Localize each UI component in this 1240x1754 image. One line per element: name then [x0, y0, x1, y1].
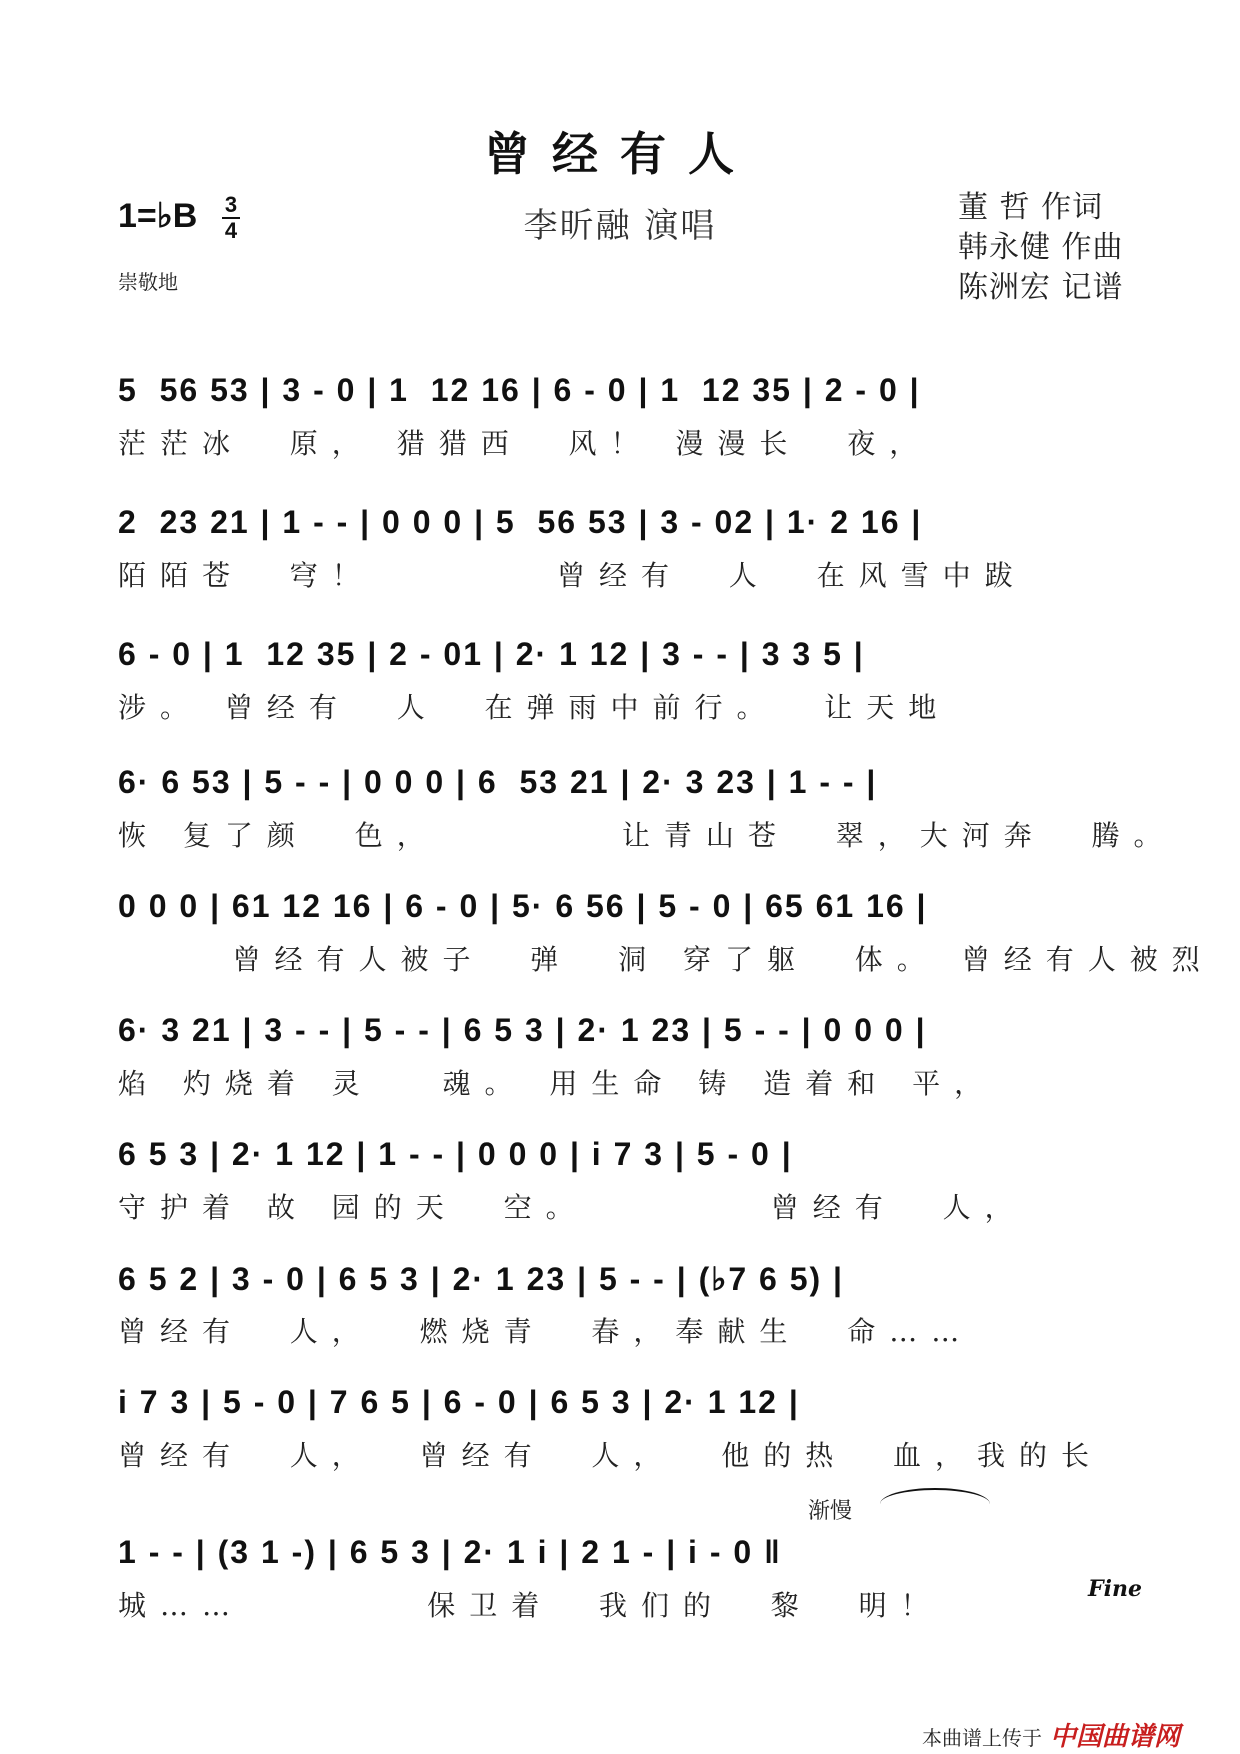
notes-row: 6· 6 53 | 5 - - | 0 0 0 | 6 53 21 | 2· 3 23 | 1 - - | — [118, 764, 878, 800]
ritardando-marking: 渐慢 — [808, 1499, 853, 1524]
lyrics-row: 曾经有 人， 燃烧青 春，奉献生 命…… — [118, 1315, 974, 1348]
lyrics-row: 涉。 曾经有 人 在弹雨中前行。 让天地 — [118, 691, 951, 724]
lyrics-row: 焰 灼烧着 灵 魂。 用生命 铸 造着和 平， — [118, 1067, 997, 1100]
lyrics-row: 守护着 故 园的天 空。 曾经有 人， — [118, 1191, 1027, 1224]
transcriber-credit: 陈洲宏 记谱 — [958, 270, 1124, 305]
notes-row: 6· 3 21 | 3 - - | 5 - - | 6 5 3 | 2· 1 23 | 5 - - | 0 0 0 | — [118, 1012, 927, 1048]
score-line-8 — [118, 1260, 1128, 1350]
notes-row: 6 5 3 | 2· 1 12 | 1 - - | 0 0 0 | i 7 3 | 5 - 0 | — [118, 1136, 793, 1172]
score-line-1 — [118, 372, 1128, 462]
score-line-2 — [118, 504, 1128, 594]
lyricist-credit: 董 哲 作词 — [958, 190, 1104, 225]
notes-row: 1 - - | (3 1 -) | 6 5 3 | 2· 1 i | 2 1 - | i - 0 ‖ — [118, 1534, 782, 1570]
lyrics-row: 恢 复了颜 色， 让青山苍 翠，大河奔 腾。 — [118, 819, 1176, 852]
notes-row: 5 56 53 | 3 - 0 | 1 12 16 | 6 - 0 | 1 12 35 | 2 - 0 | — [118, 372, 921, 408]
meter-top: 3 — [224, 192, 238, 217]
score-line-10 — [118, 1534, 1128, 1624]
score-line-3 — [118, 636, 1128, 726]
key-signature: 1=♭B — [118, 197, 198, 235]
meter-bottom: 4 — [224, 218, 238, 243]
singer-credit: 李昕融 演唱 — [523, 206, 717, 246]
upload-note: 本曲谱上传于 — [922, 1726, 1042, 1750]
score-line-4 — [118, 764, 1176, 854]
lyrics-row: 曾经有 人， 曾经有 人， 他的热 血，我的长 — [118, 1439, 1104, 1472]
score-line-9 — [118, 1384, 1128, 1474]
fine-marking: Fine — [1088, 1576, 1142, 1602]
notes-row: i 7 3 | 5 - 0 | 7 6 5 | 6 - 0 | 6 5 3 | 2· 1 12 | — [118, 1384, 800, 1420]
notes-row: 6 5 2 | 3 - 0 | 6 5 3 | 2· 1 23 | 5 - - | (♭7 6 5) | — [118, 1261, 844, 1297]
page-title: 曾经有人 — [484, 127, 756, 181]
lyrics-row: 茫茫冰 原， 猎猎西 风！ 漫漫长 夜， — [118, 427, 932, 460]
notes-row: 2 23 21 | 1 - - | 0 0 0 | 5 56 53 | 3 - 02 | 1· 2 16 | — [118, 504, 923, 540]
composer-credit: 韩永健 作曲 — [958, 230, 1124, 265]
notes-row: 6 - 0 | 1 12 35 | 2 - 01 | 2· 1 12 | 3 - - | 3 3 5 | — [118, 636, 865, 672]
tempo-marking: 崇敬地 — [118, 270, 178, 294]
lyrics-row: 城…… 保卫着 我们的 黎 明！ — [118, 1589, 943, 1622]
score-line-6 — [118, 1012, 1128, 1102]
score-line-7 — [118, 1136, 1128, 1226]
lyrics-row: 曾经有人被子 弹 洞 穿了躯 体。 曾经有人被烈 — [118, 943, 1214, 976]
site-logo[interactable]: 中国曲谱网 — [1050, 1722, 1181, 1752]
tie-slur — [880, 1488, 990, 1520]
score-line-5 — [118, 888, 1214, 978]
notes-row: 0 0 0 | 61 12 16 | 6 - 0 | 5· 6 56 | 5 - 0 | 65 61 16 | — [118, 888, 928, 924]
lyrics-row: 陌陌苍 穹！ 曾经有 人 在风雪中跋 — [118, 559, 1027, 592]
time-signature — [222, 194, 240, 242]
